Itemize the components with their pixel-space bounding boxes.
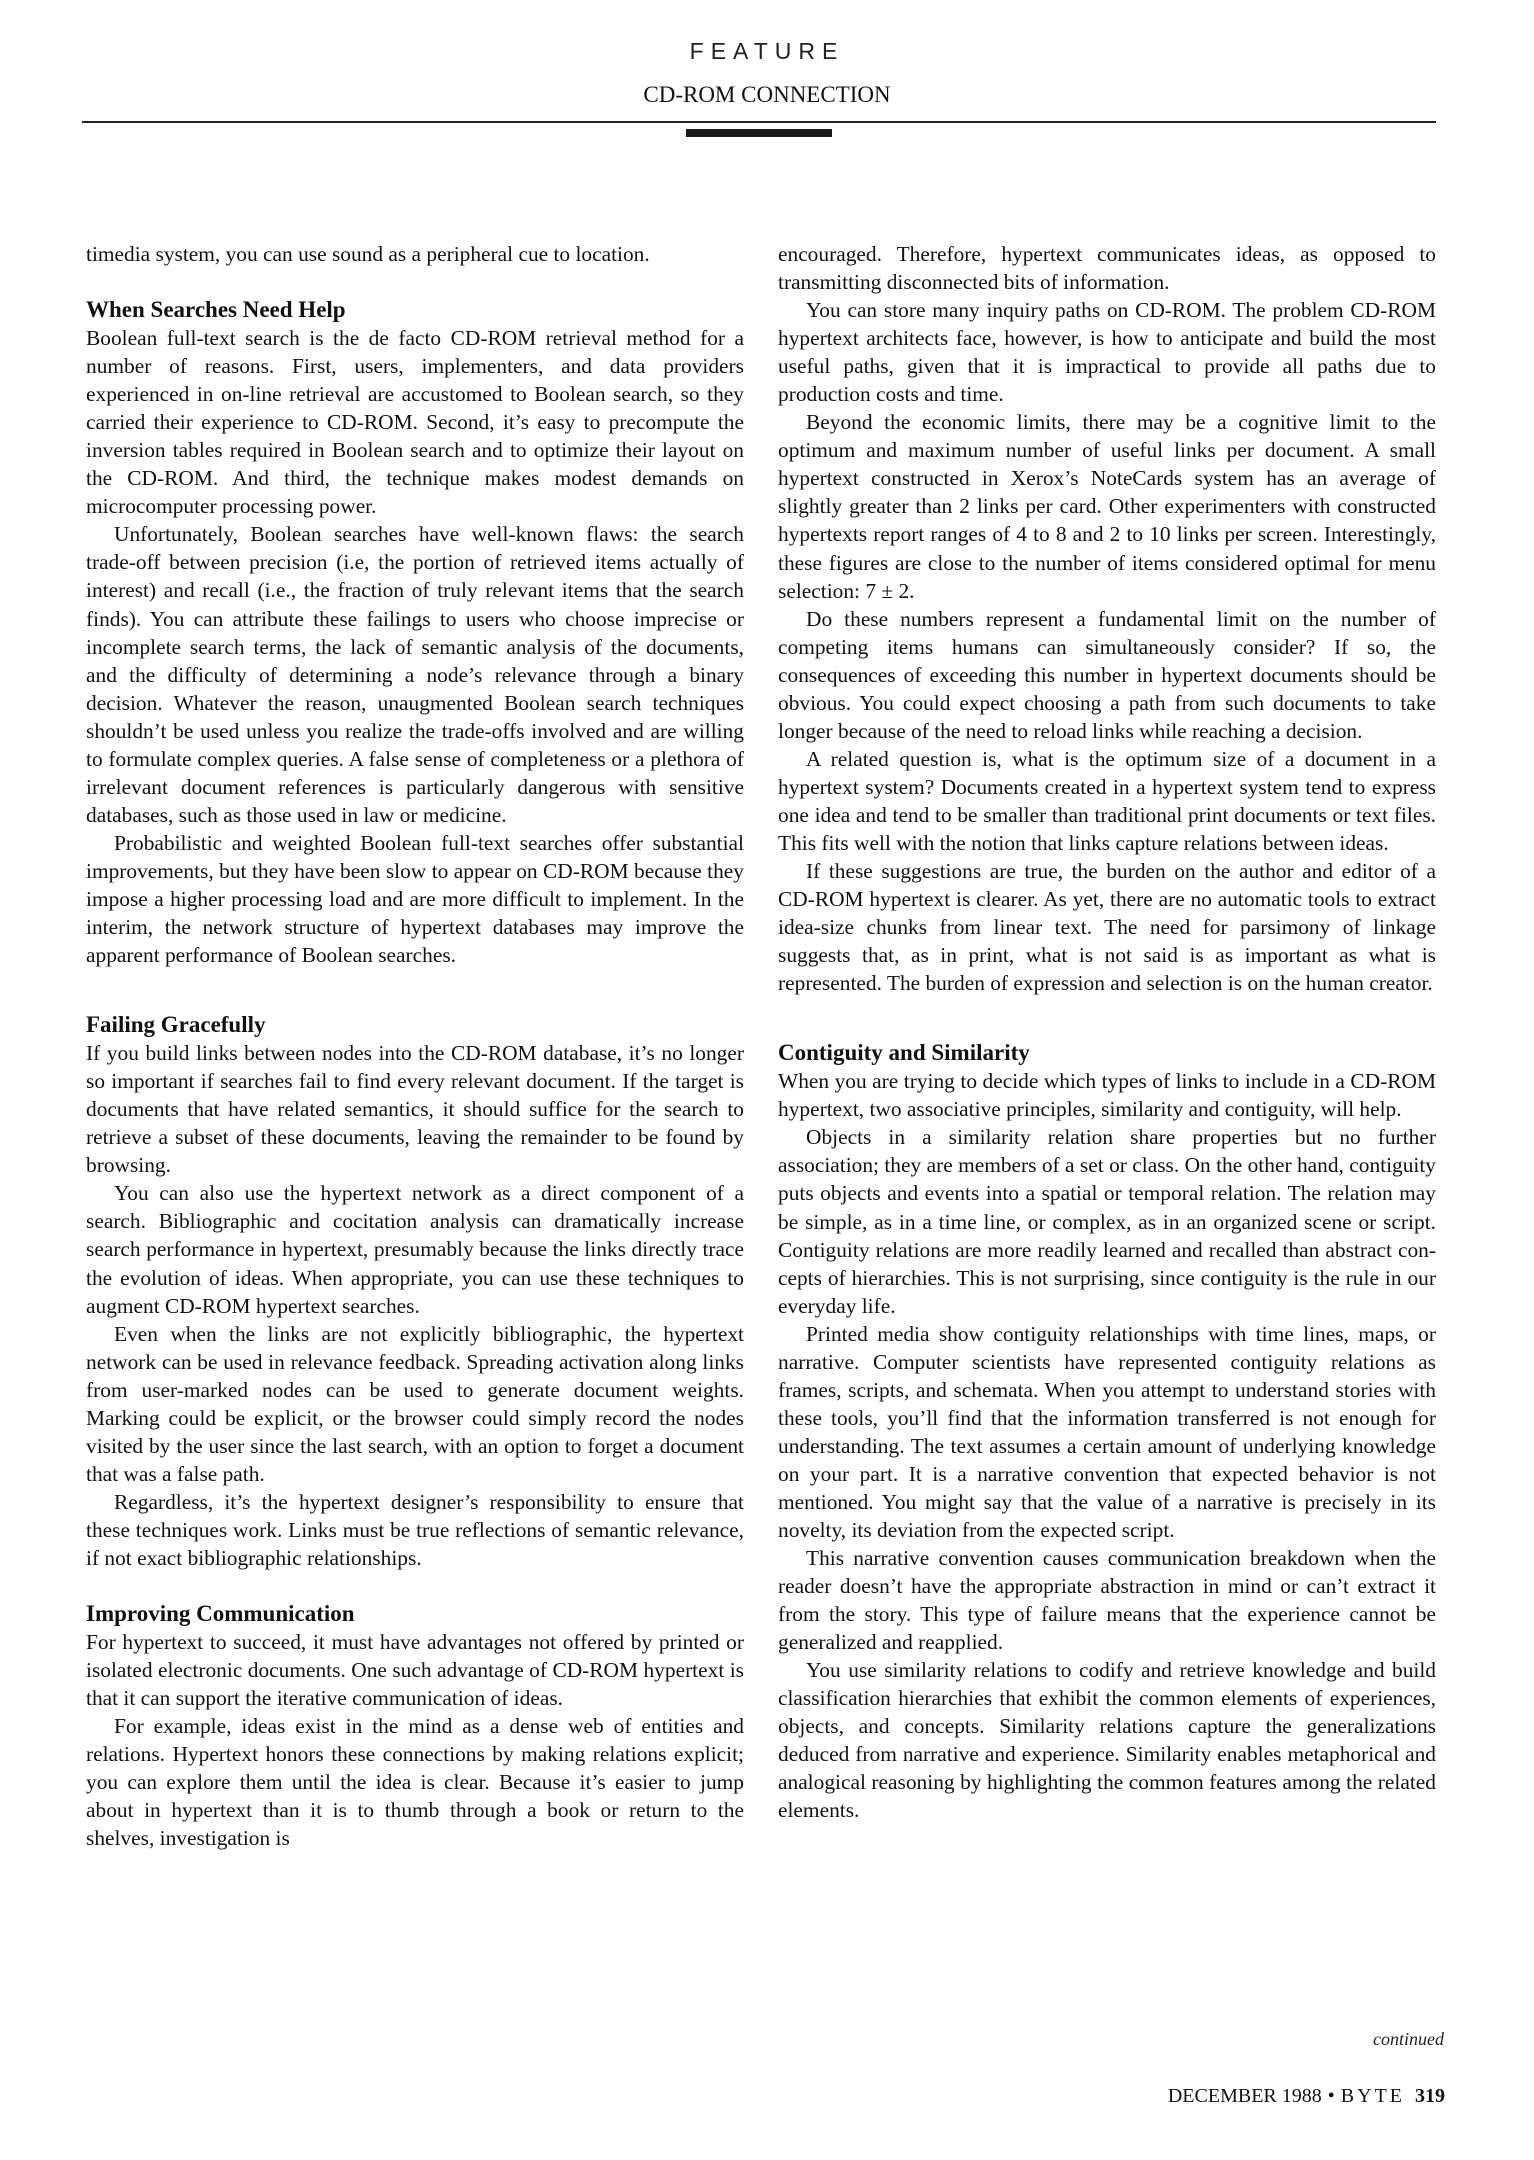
continued-label: continued — [1373, 2029, 1444, 2049]
paragraph: For example, ideas exist in the mind as a dense web of entities and relations. Hypertext honors these connections by making relations explicit; you can explore them until the idea is clear. Because it’s easier to jump about in hypertext than it is to thumb through a book or return to the shelves, investigation is — [86, 1714, 744, 1851]
paragraph: encouraged. Therefore, hypertext communicates ideas, as opposed to transmitting disconnected bits of information. — [778, 242, 1436, 295]
paragraph: Probabilistic and weighted Boolean full-text searches offer substantial improvements, but they have been slow to appear on CD-ROM because they impose a higher processing load and are more difficult to implement. In the interim, the network structure of hypertext databases may improve the apparent performance of Boolean searches. — [86, 830, 744, 968]
paragraph: This narrative convention causes communication breakdown when the reader doesn’t have the appropriate abstraction in mind or can’t extract it from the story. This type of failure means that the experience cannot be generalized and reapplied. — [778, 1546, 1436, 1655]
page-footer — [1000, 2085, 1445, 2108]
paragraph: Even when the links are not explicitly bibliographic, the hypertext network can be used in relevance feedback. Spreading activation along links from user-marked nodes can be used to generate document weights. Marking could be explicit, or the browser could simply record the nodes visited by the user since the last search, with an option to forget a document that was a false path. — [86, 1321, 744, 1486]
paragraph: A related question is, what is the optimum size of a document in a hypertext system? Documents created in a hypertext system tend to express one idea and tend to be smaller than traditional print documents or text files. This fits well with the notion that links capture relations between ideas. — [778, 746, 1436, 855]
paragraph: Regardless, it’s the hypertext designer’s responsibility to ensure that these techniques work. Links must be true reflections of semantic relevance, if not exact bibliographic relationships. — [86, 1489, 744, 1570]
header-rule — [82, 121, 1436, 123]
paragraph: If you build links between nodes into the CD-ROM database, it’s no longer so important if searches fail to find every relevant document. If the target is documents that have related semantics, it should suffice for the search to retrieve a subset of these documents, leaving the remainder to be found by browsing. — [86, 1041, 744, 1178]
paragraph: Do these numbers represent a fundamental limit on the number of competing items humans can simultaneously consider? If so, the consequences of exceeding this number in hypertext documents should be obvious. You could expect choosing a path from such documents to take longer because of the need to reload links while reaching a decision. — [778, 606, 1436, 743]
left-column — [86, 240, 744, 1852]
paragraph: timedia system, you can use sound as a peripheral cue to location. — [86, 242, 650, 266]
paragraph: Printed media show contiguity relationships with time lines, maps, or narrative. Computer scientists have represented contiguity relations as frames, scripts, and schemata. When you attempt to understand stories with these tools, you’ll find that the information transferred is not enough for understanding. The text assumes a certain amount of underlying knowledge on your part. It is a narrative convention that expected behavior is not mentioned. You might say that the value of a narrative is precisely in its novelty, its deviation from the expected script. — [778, 1321, 1436, 1543]
section-heading: Contiguity and Similarity — [778, 1040, 1030, 1066]
section-heading: When Searches Need Help — [86, 297, 346, 323]
right-column — [778, 240, 1436, 1825]
paragraph: You can also use the hypertext network as a direct component of a search. Bibliographic and cocitation analysis can dramatically increase search performance in hypertext, presumably because the links directly trace the evolution of ideas. When appropriate, you can use these techniques to augment CD-ROM hypertext searches. — [86, 1181, 744, 1318]
paragraph: Boolean full-text search is the de facto CD-ROM retrieval method for a number of reasons. First, users, implementers, and data providers experienced in on-line retrieval are accustomed to Boolean search, so they carried their experience to CD-ROM. Second, it’s easy to precompute the inversion tables required in Boolean search and to optimize their layout on the CD-ROM. And third, the technique makes modest demands on microcomputer processing power. — [86, 326, 744, 519]
section-heading: Failing Gracefully — [86, 1012, 266, 1038]
magazine-name: BYTE — [1340, 2085, 1405, 2107]
paragraph: Beyond the economic limits, there may be a cognitive limit to the optimum and maximum number of useful links per document. A small hypertext constructed in Xerox’s NoteCards system has an average of slightly greater than 2 links per card. Other experimenters with constructed hypertexts report ranges of 4 to 8 and 2 to 10 links per screen. Interestingly, these figures are close to the number of items considered optimal for menu selection: 7 ± 2. — [778, 410, 1436, 603]
paragraph: Objects in a similarity relation share properties but no further association; they are members of a set or class. On the other hand, contiguity puts objects and events into a spatial or temporal relation. The relation may be simple, as in a time line, or complex, as in an organized scene or script. Contiguity relations are more readily learned and recalled than abstract concepts of hierarchies. This is not surprising, since contiguity is the rule in our everyday life. — [778, 1125, 1436, 1318]
paragraph: For hypertext to succeed, it must have advantages not offered by printed or isolated electronic documents. One such advantage of CD-ROM hypertext is that it can support the iterative communication of ideas. — [86, 1630, 744, 1711]
issue-date: DECEMBER 1988 — [1167, 2085, 1322, 2107]
page-number: 319 — [1415, 2085, 1445, 2107]
paragraph: If these suggestions are true, the burden on the author and editor of a CD-ROM hypertext is clearer. As yet, there are no automatic tools to extract idea-size chunks from linear text. The need for parsimony of linkage suggests that, as in print, what is not said is as important as what is represented. The burden of expression and selection is on the human creator. — [778, 859, 1436, 996]
header-bar — [686, 129, 832, 137]
running-head: FEATURE — [689, 38, 845, 64]
section-title: CD-ROM CONNECTION — [643, 82, 891, 107]
section-heading: Improving Communication — [86, 1601, 355, 1627]
paragraph: Unfortunately, Boolean searches have well-known flaws: the search trade-off between precision (i.e, the portion of retrieved items actually of interest) and recall (i.e., the fraction of truly relevant items that the search finds). You can attribute these failings to users who choose imprecise or incomplete search terms, the lack of semantic analysis of the documents, and the difficulty of determining a node’s relevance through a binary decision. Whatever the reason, unaugmented Boolean search techniques shouldn’t be used unless you realize the trade-offs involved and are willing to formulate complex queries. A false sense of completeness or a plethora of irrelevant document references is particularly dangerous with sensitive databases, such as those used in law or medicine. — [86, 522, 744, 827]
paragraph: When you are trying to decide which types of links to include in a CD-ROM hypertext, two associative principles, similarity and contiguity, will help. — [778, 1069, 1436, 1122]
paragraph: You use similarity relations to codify and retrieve knowledge and build classification hierarchies that exhibit the common elements of experiences, objects, and concepts. Similarity relations capture the generalizations deduced from narrative and experience. Similarity enables metaphorical and analogical reasoning by highlighting the common features among the related elements. — [778, 1658, 1436, 1823]
footer-separator: • — [1327, 2085, 1335, 2107]
paragraph: You can store many inquiry paths on CD-ROM. The problem CD-ROM hypertext architects face, however, is how to anticipate and build the most useful paths, given that it is impractical to provide all paths due to production costs and time. — [778, 298, 1436, 407]
